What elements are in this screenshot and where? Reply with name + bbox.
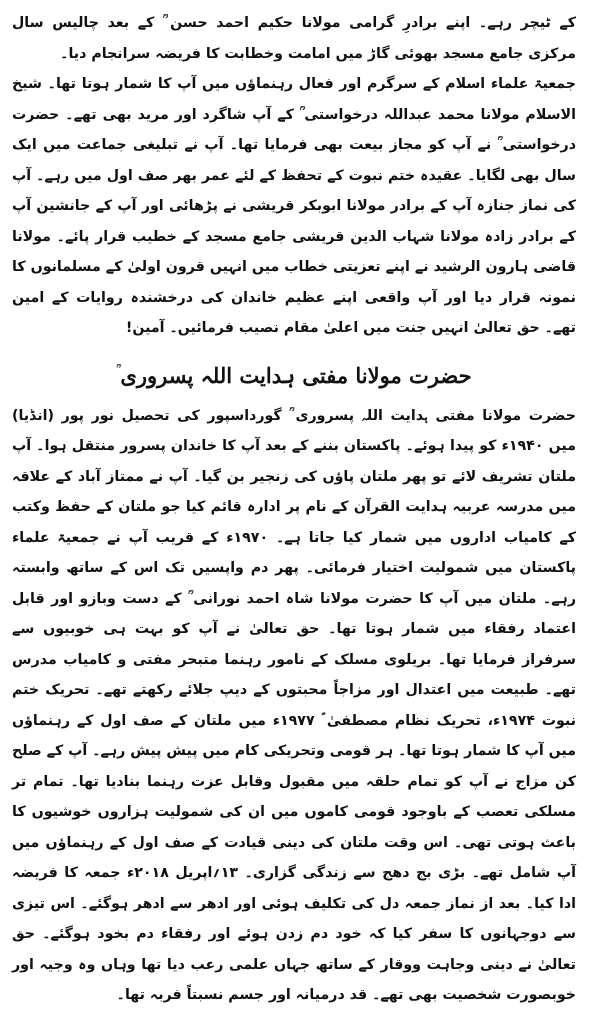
- paragraph: جمعیۃ علماء اسلام کے سرگرم اور فعال رہنماؤں میں آپ کا شمار ہوتا تھا۔ شیخ الاسلام مولانا محمد عبداللہ درخواستی ؒ کے آپ شاگرد اور مرید بھی تھے۔ حضرت درخواستی ؒ نے آپ کو مجاز بیعت بھی فرمایا تھا۔ آپ نے تبلیغی جماعت میں ایک سال بھی لگایا۔ عقیدہ ختم نبوت کے تحفظ کے لئے عمر بھر صف اول میں رہے۔ آپ کی نماز جنازہ آپ کے برادر مولانا ابوبکر قریشی نے پڑھائی اور آپ کے جانشین آپ کے برادر زادہ مولانا شہاب الدین قریشی جامع مسجد کے خطیب قرار پائے۔ مولانا قاضی ہارون الرشید نے اپنے تعزیتی خطاب میں انہیں قرون اولیٰ کے مسلمانوں کا نمونہ قرار دیا اور آپ واقعی اپنے عظیم خاندان کی درخشندہ روایات کے امین تھے۔ حق تعالیٰ انہیں جنت میں اعلیٰ مقام نصیب فرمائیں۔ آمین!: [12, 76, 576, 336]
- paragraph: کے ٹیچر رہے۔ اپنے برادرِ گرامی مولانا حکیم احمد حسن ؒ کے بعد چالیس سال مرکزی جامع مسجد بھوئی گاڑ میں امامت وخطابت کا فریضہ سرانجام دیا۔: [12, 15, 576, 62]
- paragraph: حضرت مولانا مفتی ہدایت اللہ پسروری ؒ گورداسپور کی تحصیل نور پور (انڈیا) میں ۱۹۴۰ء کو پیدا ہوئے۔ پاکستان بننے کے بعد آپ کا خاندان پسرور منتقل ہوا۔ آپ ملتان تشریف لائے تو پھر ملتان پاؤں کی زنجیر بن گیا۔ آپ نے ممتاز آباد کے علاقہ میں مدرسہ عربیہ ہدایت القرآن کے نام پر ادارہ قائم کیا جو ملتان کے حفظ وکتب کے کامیاب اداروں میں شمار کیا جاتا ہے۔ ۱۹۷۰ء کے قریب آپ نے جمعیۃ علماء پاکستان میں شمولیت اختیار فرمائی۔ پھر دم واپسیں تک اس کے ساتھ وابستہ رہے۔ ملتان میں آپ کا حضرت مولانا شاہ احمد نورانی ؒ کے دست وبازو اور قابل اعتماد رفقاء میں شمار ہوتا تھا۔ حق تعالیٰ نے آپ کو بہت ہی خوبیوں سے سرفراز فرمایا تھا۔ بریلوی مسلک کے نامور رہنما متبحر مفتی و کامیاب مدرس تھے۔ طبیعت میں اعتدال اور مزاجاً محبتوں کے دیپ جلائے رکھتے تھے۔ تحریک ختم نبوت ۱۹۷۴ء، تحریک نظام مصطفیٰ ؐ ۱۹۷۷ء میں ملتان کے صف اول کے رہنماؤں میں آپ کا شمار ہوتا تھا۔ ہر قومی وتحریکی کام میں پیش پیش رہے۔ آپ کے صلح کن مزاج نے آپ کو تمام حلقہ میں مقبول وقابل عزت رہنما بنادیا تھا۔ تمام تر مسلکی تعصب کے باوجود قومی کاموں میں ان کی شمولیت ہزاروں خوشیوں کا باعث ہوتی تھی۔ اس وقت ملتان کی دینی قیادت کے صف اول کے رہنماؤں میں آپ شامل تھے۔ بڑی بج دھج سے زندگی گزاری۔ ۱۳؍اپریل ۲۰۱۸ء جمعہ کا فریضہ ادا کیا۔ بعد از نماز جمعہ دل کی تکلیف ہوئی اور ادھر سے ادھر ہوگئے۔ اس تیزی سے دوجہانوں کا سفر کیا کہ خود دم زدن ہوئے اور رفقاء دم بخود ہوگئے۔ حق تعالیٰ نے دینی وجاہت ووقار کے ساتھ جہاں علمی رعب دیا تھا وہاں وہ وجیہ اور خوبصورت شخصیت بھی تھے۔ قد درمیانہ اور جسم نسبتاً فربہ تھا۔: [12, 407, 577, 1003]
- section-heading-text: حضرت مولانا مفتی ہدایت اللہ پسروری: [120, 362, 472, 388]
- section-heading: [12, 354, 576, 393]
- section-two: [12, 354, 576, 1011]
- section-one: [12, 8, 576, 344]
